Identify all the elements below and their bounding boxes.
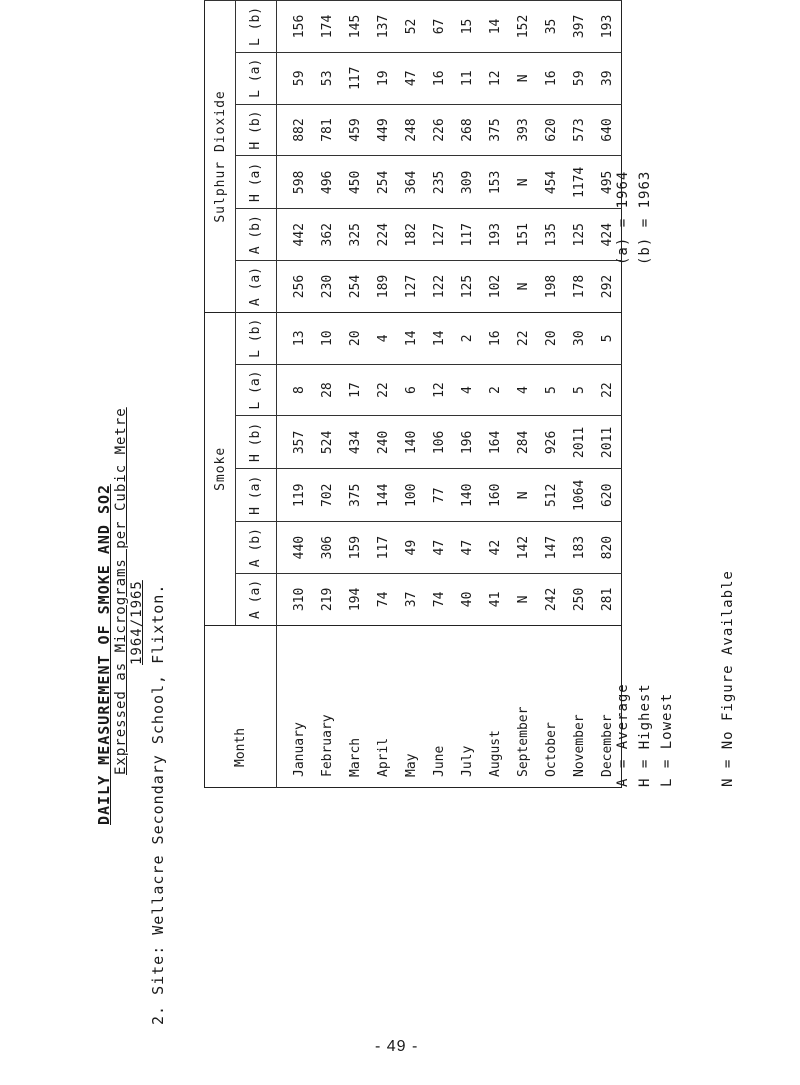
smoke-value-cell: N xyxy=(509,574,537,626)
so2-value-cell: 256 xyxy=(277,261,314,313)
so2-value-cell: 59 xyxy=(565,52,593,104)
smoke-value-cell: 926 xyxy=(537,416,565,469)
so2-value-cell: 174 xyxy=(313,1,341,53)
note-no-figure: N = No Figure Available xyxy=(720,570,736,787)
so2-value-cell: 375 xyxy=(481,104,509,156)
month-cell: June xyxy=(425,625,453,787)
so2-value-cell: 125 xyxy=(565,209,593,261)
month-cell: April xyxy=(369,625,397,787)
smoke-value-cell: 142 xyxy=(509,522,537,574)
smoke-value-cell: 310 xyxy=(277,574,314,626)
so2-value-cell: 325 xyxy=(341,209,369,261)
smoke-value-cell: 820 xyxy=(593,522,622,574)
smoke-value-cell: 74 xyxy=(369,574,397,626)
smoke-value-cell: 41 xyxy=(481,574,509,626)
table-row xyxy=(481,1,509,788)
smoke-value-cell: 47 xyxy=(425,522,453,574)
month-cell: July xyxy=(453,625,481,787)
so2-value-cell: 15 xyxy=(453,1,481,53)
so2-value-cell: 640 xyxy=(593,104,622,156)
so2-value-cell: 152 xyxy=(509,1,537,53)
smoke-value-cell: 8 xyxy=(277,364,314,416)
so2-value-cell: 292 xyxy=(593,261,622,313)
smoke-value-cell: 22 xyxy=(509,312,537,364)
so2-value-cell: 1174 xyxy=(565,156,593,209)
so2-value-cell: 230 xyxy=(313,261,341,313)
site-label: 2. Site: Wellacre Secondary School, Flixton. xyxy=(149,583,167,1025)
so2-value-cell: 16 xyxy=(425,52,453,104)
smoke-value-cell: 4 xyxy=(509,364,537,416)
smoke-value-cell: 240 xyxy=(369,416,397,469)
month-cell: March xyxy=(341,625,369,787)
smoke-value-cell: 40 xyxy=(453,574,481,626)
title-block xyxy=(40,125,167,1025)
so2-value-cell: 449 xyxy=(369,104,397,156)
so2-value-cell: 156 xyxy=(277,1,314,53)
so2-value-cell: 198 xyxy=(537,261,565,313)
smoke-value-cell: 77 xyxy=(425,469,453,522)
smoke-value-cell: 219 xyxy=(313,574,341,626)
smoke-value-cell: 13 xyxy=(277,312,314,364)
month-header: Month xyxy=(205,625,277,787)
so2-value-cell: 393 xyxy=(509,104,537,156)
so2-value-cell: 127 xyxy=(397,261,425,313)
smoke-value-cell: 2 xyxy=(481,364,509,416)
table-row xyxy=(369,1,397,788)
so2-value-cell: 153 xyxy=(481,156,509,209)
so2-value-cell: 495 xyxy=(593,156,622,209)
smoke-value-cell: 30 xyxy=(565,312,593,364)
legend xyxy=(612,683,678,787)
so2-value-cell: 151 xyxy=(509,209,537,261)
smoke-value-cell: 250 xyxy=(565,574,593,626)
so2-value-cell: 19 xyxy=(369,52,397,104)
smoke-value-cell: 140 xyxy=(397,416,425,469)
page-subtitle: Expressed as Micrograms per Cubic Metre xyxy=(113,407,129,775)
smoke-value-cell: 106 xyxy=(425,416,453,469)
year-key xyxy=(612,171,656,265)
smoke-value-cell: 12 xyxy=(425,364,453,416)
so2-value-cell: 620 xyxy=(537,104,565,156)
so2-value-cell: 309 xyxy=(453,156,481,209)
so2-value-cell: 254 xyxy=(369,156,397,209)
so2-col-header: L (b) xyxy=(236,1,277,53)
smoke-value-cell: 2011 xyxy=(593,416,622,469)
smoke-value-cell: 4 xyxy=(369,312,397,364)
smoke-header: Smoke xyxy=(205,312,236,625)
so2-value-cell: N xyxy=(509,156,537,209)
so2-value-cell: 52 xyxy=(397,1,425,53)
smoke-value-cell: 10 xyxy=(313,312,341,364)
table-row xyxy=(313,1,341,788)
smoke-value-cell: 281 xyxy=(593,574,622,626)
table-row xyxy=(277,1,314,788)
measurement-table xyxy=(204,0,622,788)
smoke-value-cell: 375 xyxy=(341,469,369,522)
so2-value-cell: 496 xyxy=(313,156,341,209)
month-cell: September xyxy=(509,625,537,787)
smoke-value-cell: 22 xyxy=(593,364,622,416)
smoke-value-cell: 2011 xyxy=(565,416,593,469)
year-key-a: (a) = 1964 xyxy=(615,170,631,265)
smoke-value-cell: 20 xyxy=(341,312,369,364)
smoke-value-cell: 100 xyxy=(397,469,425,522)
so2-value-cell: 67 xyxy=(425,1,453,53)
so2-value-cell: 53 xyxy=(313,52,341,104)
so2-col-header: A (a) xyxy=(236,261,277,313)
smoke-value-cell: 42 xyxy=(481,522,509,574)
smoke-value-cell: 242 xyxy=(537,574,565,626)
so2-col-header: L (a) xyxy=(236,52,277,104)
month-cell: October xyxy=(537,625,565,787)
smoke-col-header: L (a) xyxy=(236,364,277,416)
smoke-value-cell: 17 xyxy=(341,364,369,416)
so2-value-cell: 35 xyxy=(537,1,565,53)
smoke-value-cell: 14 xyxy=(425,312,453,364)
smoke-value-cell: 22 xyxy=(369,364,397,416)
so2-value-cell: 39 xyxy=(593,52,622,104)
so2-value-cell: 137 xyxy=(369,1,397,53)
month-cell: November xyxy=(565,625,593,787)
smoke-col-header: L (b) xyxy=(236,312,277,364)
so2-value-cell: 362 xyxy=(313,209,341,261)
smoke-value-cell: 5 xyxy=(593,312,622,364)
page-title: DAILY MEASUREMENT OF SMOKE AND SO2 xyxy=(95,483,113,825)
smoke-value-cell: 194 xyxy=(341,574,369,626)
smoke-col-header: A (b) xyxy=(236,522,277,574)
so2-value-cell: 226 xyxy=(425,104,453,156)
so2-value-cell: 364 xyxy=(397,156,425,209)
so2-value-cell: 193 xyxy=(593,1,622,53)
so2-value-cell: 178 xyxy=(565,261,593,313)
smoke-value-cell: 5 xyxy=(537,364,565,416)
so2-value-cell: 102 xyxy=(481,261,509,313)
smoke-col-header: H (b) xyxy=(236,416,277,469)
smoke-value-cell: 20 xyxy=(537,312,565,364)
smoke-value-cell: 74 xyxy=(425,574,453,626)
smoke-value-cell: 159 xyxy=(341,522,369,574)
table-row xyxy=(565,1,593,788)
smoke-value-cell: 434 xyxy=(341,416,369,469)
table-row xyxy=(593,1,622,788)
so2-col-header: H (b) xyxy=(236,104,277,156)
smoke-value-cell: 702 xyxy=(313,469,341,522)
so2-value-cell: 125 xyxy=(453,261,481,313)
table-row xyxy=(453,1,481,788)
so2-value-cell: 135 xyxy=(537,209,565,261)
smoke-value-cell: 620 xyxy=(593,469,622,522)
smoke-value-cell: 524 xyxy=(313,416,341,469)
so2-value-cell: 12 xyxy=(481,52,509,104)
smoke-value-cell: 140 xyxy=(453,469,481,522)
so2-value-cell: 182 xyxy=(397,209,425,261)
so2-value-cell: 450 xyxy=(341,156,369,209)
smoke-value-cell: 147 xyxy=(537,522,565,574)
so2-value-cell: N xyxy=(509,261,537,313)
so2-value-cell: 882 xyxy=(277,104,314,156)
so2-value-cell: 16 xyxy=(537,52,565,104)
smoke-value-cell: 119 xyxy=(277,469,314,522)
smoke-value-cell: 47 xyxy=(453,522,481,574)
smoke-value-cell: 144 xyxy=(369,469,397,522)
smoke-value-cell: 28 xyxy=(313,364,341,416)
smoke-value-cell: 6 xyxy=(397,364,425,416)
smoke-value-cell: 164 xyxy=(481,416,509,469)
so2-value-cell: 122 xyxy=(425,261,453,313)
month-cell: December xyxy=(593,625,622,787)
smoke-value-cell: 357 xyxy=(277,416,314,469)
smoke-value-cell: 14 xyxy=(397,312,425,364)
smoke-value-cell: 1064 xyxy=(565,469,593,522)
so2-value-cell: 127 xyxy=(425,209,453,261)
smoke-value-cell: 306 xyxy=(313,522,341,574)
smoke-col-header: H (a) xyxy=(236,469,277,522)
so2-value-cell: 193 xyxy=(481,209,509,261)
so2-value-cell: 59 xyxy=(277,52,314,104)
so2-value-cell: N xyxy=(509,52,537,104)
smoke-value-cell: 512 xyxy=(537,469,565,522)
so2-value-cell: 145 xyxy=(341,1,369,53)
so2-value-cell: 14 xyxy=(481,1,509,53)
month-cell: May xyxy=(397,625,425,787)
smoke-value-cell: 5 xyxy=(565,364,593,416)
smoke-value-cell: 183 xyxy=(565,522,593,574)
smoke-col-header: A (a) xyxy=(236,574,277,626)
so2-value-cell: 248 xyxy=(397,104,425,156)
smoke-value-cell: 196 xyxy=(453,416,481,469)
so2-value-cell: 424 xyxy=(593,209,622,261)
table-row xyxy=(425,1,453,788)
table-row xyxy=(397,1,425,788)
so2-value-cell: 459 xyxy=(341,104,369,156)
smoke-value-cell: N xyxy=(509,469,537,522)
so2-value-cell: 117 xyxy=(453,209,481,261)
smoke-value-cell: 117 xyxy=(369,522,397,574)
so2-value-cell: 442 xyxy=(277,209,314,261)
smoke-value-cell: 49 xyxy=(397,522,425,574)
so2-value-cell: 254 xyxy=(341,261,369,313)
smoke-value-cell: 2 xyxy=(453,312,481,364)
month-cell: February xyxy=(313,625,341,787)
legend-item-l: L = Lowest xyxy=(659,692,675,787)
legend-item-h: H = Highest xyxy=(637,683,653,787)
so2-value-cell: 224 xyxy=(369,209,397,261)
table-row xyxy=(509,1,537,788)
smoke-value-cell: 4 xyxy=(453,364,481,416)
month-cell: August xyxy=(481,625,509,787)
so2-value-cell: 189 xyxy=(369,261,397,313)
so2-value-cell: 397 xyxy=(565,1,593,53)
so2-value-cell: 454 xyxy=(537,156,565,209)
table-row xyxy=(537,1,565,788)
so2-value-cell: 11 xyxy=(453,52,481,104)
table-row xyxy=(341,1,369,788)
so2-value-cell: 573 xyxy=(565,104,593,156)
smoke-value-cell: 16 xyxy=(481,312,509,364)
page-number: - 49 - xyxy=(375,1038,419,1055)
month-cell: January xyxy=(277,625,314,787)
so2-value-cell: 47 xyxy=(397,52,425,104)
smoke-value-cell: 284 xyxy=(509,416,537,469)
so2-value-cell: 117 xyxy=(341,52,369,104)
smoke-value-cell: 440 xyxy=(277,522,314,574)
legend-item-a: A = Average xyxy=(615,683,631,787)
so2-col-header: A (b) xyxy=(236,209,277,261)
year-key-b: (b) = 1963 xyxy=(637,170,653,265)
year-range: 1964/1965 xyxy=(129,580,145,665)
so2-value-cell: 781 xyxy=(313,104,341,156)
smoke-value-cell: 160 xyxy=(481,469,509,522)
so2-value-cell: 598 xyxy=(277,156,314,209)
so2-col-header: H (a) xyxy=(236,156,277,209)
smoke-value-cell: 37 xyxy=(397,574,425,626)
so2-value-cell: 268 xyxy=(453,104,481,156)
so2-header: Sulphur Dioxide xyxy=(205,1,236,313)
table-body xyxy=(277,1,622,788)
so2-value-cell: 235 xyxy=(425,156,453,209)
